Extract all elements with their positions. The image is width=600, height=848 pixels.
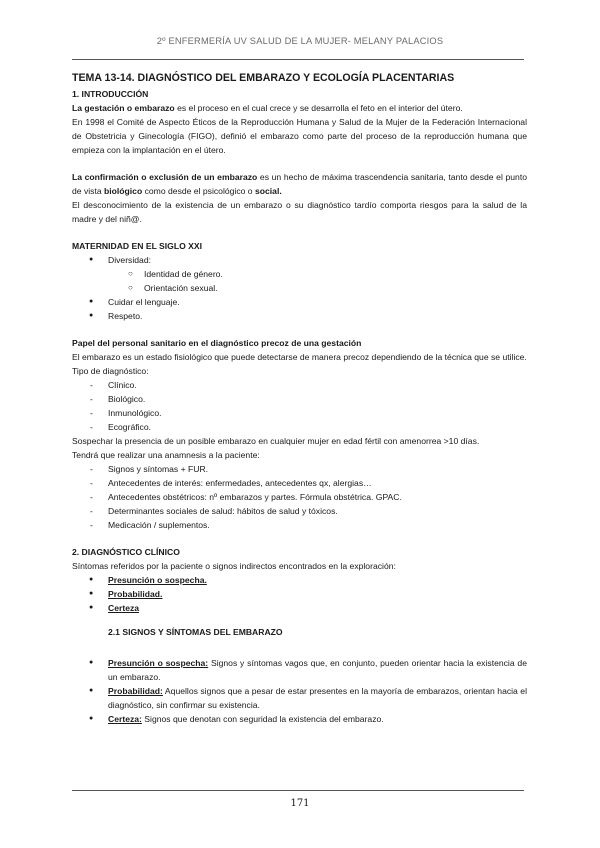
- list-item: ● Presunción o sospecha: Signos y síntomas vagos que, en conjunto, pueden orientar hacia la existencia de un embarazo.: [72, 656, 527, 684]
- list-item: ● Certeza: Signos que denotan con seguridad la existencia del embarazo.: [72, 712, 527, 726]
- list-item: ● Presunción o sospecha.: [72, 573, 527, 587]
- list-item: - Antecedentes obstétricos: nº embarazos y partes. Fórmula obstétrica. GPAC.: [72, 490, 527, 504]
- diagnostico-intro: Síntomas referidos por la paciente o signos indirectos encontrados en la exploración:: [72, 561, 396, 571]
- header-rule: [72, 59, 524, 60]
- list-item: ● Probabilidad: Aquellos signos que a pesar de estar presentes en la mayoría de embarazos, orientan hacia el diagnóstico, sin confirmar su existencia.: [72, 684, 527, 712]
- footer-rule: [72, 790, 524, 791]
- maternidad-list: [72, 253, 527, 267]
- list-item: ● Probabilidad.: [72, 587, 527, 601]
- anamnesis-list: [72, 462, 527, 532]
- document-body: [72, 71, 527, 726]
- signos-definitions-list: [72, 656, 527, 726]
- diversidad-sublist: [72, 267, 527, 295]
- intro-paragraph-1: La gestación o embarazo es el proceso en el cual crece y se desarrolla el feto en el interior del útero.: [72, 103, 463, 113]
- list-item: - Ecográfico.: [72, 420, 527, 434]
- document-title: TEMA 13-14. DIAGNÓSTICO DEL EMBARAZO Y ECOLOGÍA PLACENTARIAS: [72, 72, 455, 84]
- list-item: - Signos y síntomas + FUR.: [72, 462, 527, 476]
- intro-paragraph-3: La confirmación o exclusión de un embarazo es un hecho de máxima trascendencia sanitaria, tanto desde el punto de vista biológico como desde el psicológico o social.: [72, 172, 527, 196]
- page-header: 2º ENFERMERÍA UV SALUD DE LA MUJER- MELANY PALACIOS: [156, 36, 444, 46]
- anamnesis-label: Tendrá que realizar una anamnesis a la paciente:: [72, 450, 260, 460]
- list-item: - Biológico.: [72, 392, 527, 406]
- list-item: ○ Identidad de género.: [72, 267, 527, 281]
- signos-subheading: 2.1 SIGNOS Y SÍNTOMAS DEL EMBARAZO: [108, 627, 283, 637]
- intro-heading: 1. INTRODUCCIÓN: [72, 89, 149, 99]
- tipo-diagnostico-label: Tipo de diagnóstico:: [72, 366, 149, 376]
- list-item: ● Respeto.: [72, 309, 527, 323]
- papel-paragraph: El embarazo es un estado fisiológico que puede detectarse de manera precoz dependiendo de la técnica que se utilice.: [72, 352, 527, 362]
- list-item: ○ Orientación sexual.: [72, 281, 527, 295]
- list-item: - Clínico.: [72, 378, 527, 392]
- diagnostico-heading: 2. DIAGNÓSTICO CLÍNICO: [72, 547, 180, 557]
- list-item: - Inmunológico.: [72, 406, 527, 420]
- intro-paragraph-2: En 1998 el Comité de Aspecto Éticos de la Reproducción Humana y Salud de la Mujer de la Federación Internacional de Obstetricia y Ginecología (FIGO), definió el embarazo como parte del proceso de la reproducción humana que empieza con la implantación en el útero.: [72, 117, 527, 155]
- maternidad-list-cont: [72, 295, 527, 323]
- diagnostico-list: [72, 573, 527, 615]
- page-number: 171: [290, 798, 310, 809]
- sospechar-paragraph: Sospechar la presencia de un posible embarazo en cualquier mujer en edad fértil con amenorrea >10 días.: [72, 436, 480, 446]
- list-item: ● Diversidad:: [72, 253, 527, 267]
- maternidad-heading: MATERNIDAD EN EL SIGLO XXI: [72, 241, 203, 251]
- list-item: ● Certeza: [72, 601, 527, 615]
- list-item: - Determinantes sociales de salud: hábitos de salud y tóxicos.: [72, 504, 527, 518]
- intro-paragraph-4: El desconocimiento de la existencia de un embarazo o su diagnóstico tardío comporta riesgos para la salud de la madre y del niñ@.: [72, 200, 527, 224]
- list-item: - Antecedentes de interés: enfermedades, antecedentes qx, alergias…: [72, 476, 527, 490]
- papel-heading: Papel del personal sanitario en el diagnóstico precoz de una gestación: [72, 338, 362, 348]
- list-item: - Medicación / suplementos.: [72, 518, 527, 532]
- tipo-diagnostico-list: [72, 378, 527, 434]
- list-item: ● Cuidar el lenguaje.: [72, 295, 527, 309]
